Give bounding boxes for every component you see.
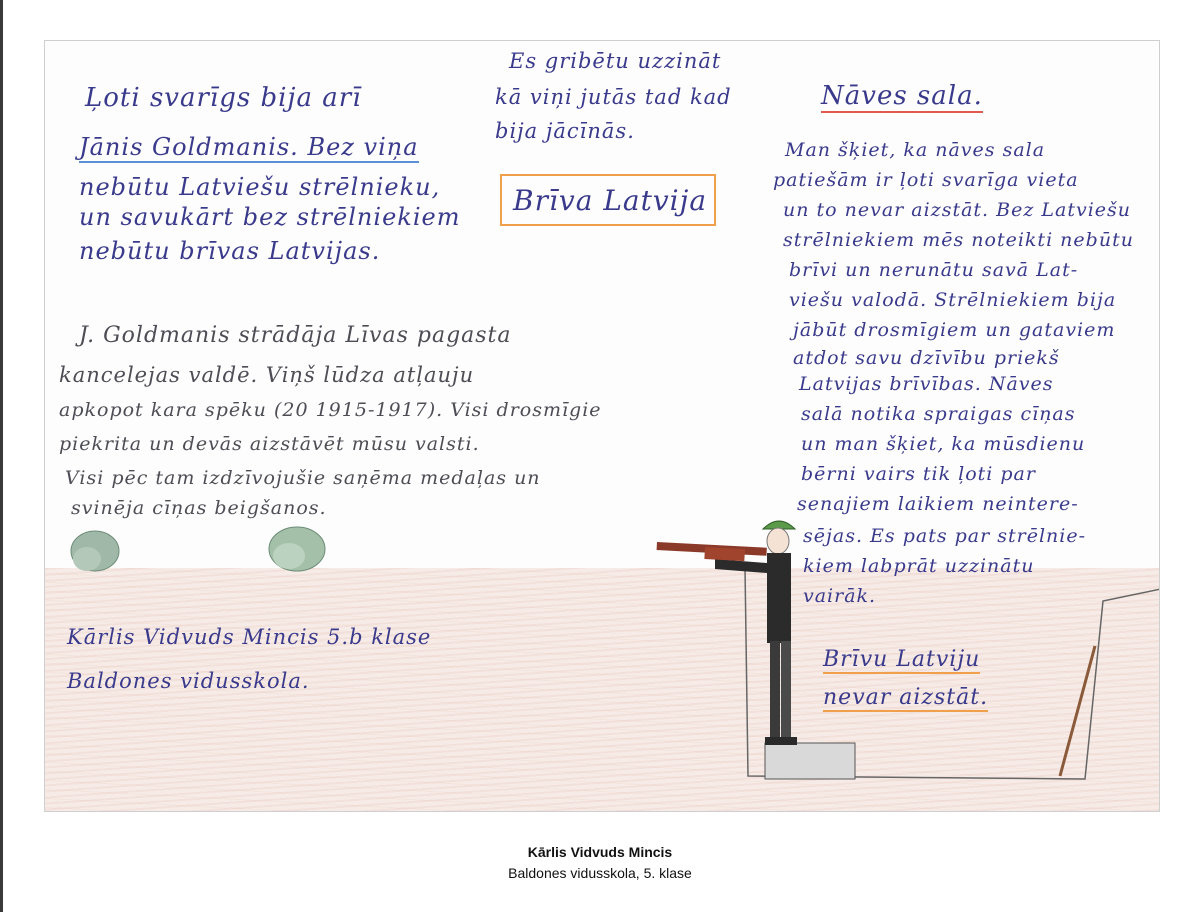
right-text-line: strēlniekiem mēs noteikti nebūtu <box>783 229 1134 251</box>
right-text-line: atdot savu dzīvību priekš <box>793 347 1060 369</box>
left-text-line: nebūtu brīvas Latvijas. <box>79 237 381 265</box>
left-text-line: nebūtu Latviešu strēlnieku, <box>79 173 441 201</box>
signature-name: Kārlis Vidvuds Mincis 5.b klase <box>67 625 432 649</box>
right-text-line: un to nevar aizstāt. Bez Latviešu <box>783 199 1132 221</box>
paragraph-line: Visi pēc tam izdzīvojušie saņēma medaļas un <box>65 467 541 489</box>
right-text-line: jābūt drosmīgiem un gataviem <box>793 319 1116 341</box>
paragraph-line: apkopot kara spēku (20 1915-1917). Visi drosmīgie <box>59 399 602 421</box>
right-text-line: un man šķiet, ka mūsdienu <box>801 433 1086 455</box>
right-text-line: Man šķiet, ka nāves sala <box>785 139 1046 161</box>
right-text-line: bērni vairs tik ļoti par <box>801 463 1036 485</box>
soldier-figure <box>657 521 797 745</box>
paragraph-line: kancelejas valdē. Viņš lūdza atļauju <box>59 363 475 387</box>
page-left-border <box>0 0 3 912</box>
right-text-line: senajiem laikiem neintere- <box>797 493 1079 515</box>
middle-text-line: bija jācīnās. <box>495 119 635 143</box>
left-text-line: Jānis Goldmanis. Bez viņa <box>79 133 419 161</box>
right-text-line: patiešām ir ļoti svarīga vieta <box>773 169 1079 191</box>
left-text-line: un savukārt bez strēlniekiem <box>79 203 461 231</box>
right-text-line: sējas. Es pats par strēlnie- <box>803 525 1086 547</box>
bush-middle <box>269 527 325 571</box>
slogan-line: Brīvu Latviju <box>823 647 981 672</box>
right-text-line: vairāk. <box>803 585 877 607</box>
right-text-line: Latvijas brīvības. Nāves <box>799 373 1054 395</box>
left-text-line: Ļoti svarīgs bija arī <box>85 83 362 113</box>
paragraph-line: piekrita un devās aizstāvēt mūsu valsti. <box>59 433 480 455</box>
right-text-line: kiem labprāt uzzinātu <box>803 555 1035 577</box>
signature-school: Baldones vidusskola. <box>67 669 310 693</box>
right-text-line: salā notika spraigas cīņas <box>801 403 1076 425</box>
drawing-sheet <box>44 40 1160 812</box>
caption-school: Baldones vidusskola, 5. klase <box>508 865 692 881</box>
title-text: Brīva Latvija <box>513 184 708 217</box>
right-text-line: viešu valodā. Strēlniekiem bija <box>789 289 1117 311</box>
right-text-line: brīvi un nerunātu savā Lat- <box>789 259 1079 281</box>
paragraph-line: J. Goldmanis strādāja Līvas pagasta <box>79 323 512 348</box>
slogan-line: nevar aizstāt. <box>823 685 989 710</box>
caption-author: Kārlis Vidvuds Mincis <box>527 844 673 860</box>
paragraph-line: svinēja cīņas beigšanos. <box>71 497 327 519</box>
bush-left <box>71 531 119 571</box>
middle-text-line: Es gribētu uzzināt <box>509 49 722 73</box>
middle-text-line: kā viņi jutās tad kad <box>495 85 732 109</box>
right-heading: Nāves sala. <box>821 81 983 111</box>
